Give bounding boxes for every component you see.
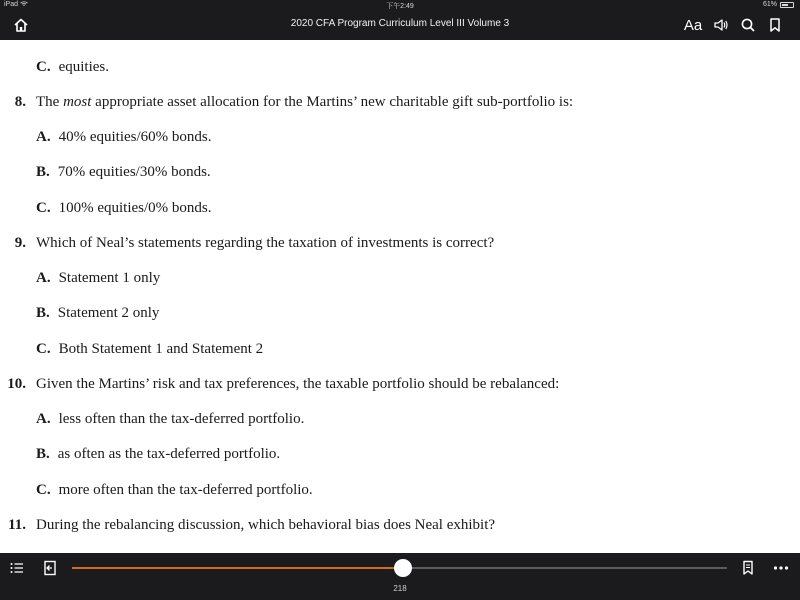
option-text: less often than the tax-deferred portfolio. bbox=[58, 411, 305, 427]
question-text-emphasis: most bbox=[63, 94, 92, 110]
scrubber-handle[interactable] bbox=[394, 559, 412, 577]
option-letter: C. bbox=[36, 341, 51, 357]
answer-option bbox=[36, 446, 280, 463]
search-icon[interactable] bbox=[737, 14, 759, 36]
answer-option bbox=[36, 129, 212, 146]
question-number: 11. bbox=[8, 517, 26, 533]
question-number: 10. bbox=[7, 376, 26, 392]
option-letter: C. bbox=[36, 59, 51, 75]
option-letter: B. bbox=[36, 446, 50, 462]
option-letter: C. bbox=[36, 200, 51, 216]
answer-option bbox=[36, 200, 212, 217]
answer-option bbox=[36, 270, 160, 287]
option-text: as often as the tax-deferred portfolio. bbox=[57, 446, 281, 462]
option-text: Both Statement 1 and Statement 2 bbox=[58, 341, 264, 357]
bookmarks-icon[interactable] bbox=[738, 558, 758, 578]
option-letter: B. bbox=[36, 305, 50, 321]
question-number: 9. bbox=[14, 235, 26, 251]
question-text: Which of Neal’s statements regarding the taxation of investments is correct? bbox=[36, 235, 495, 251]
question-text-end: appropriate asset allocation for the Martins’ new charitable gift sub-portfolio is: bbox=[95, 94, 574, 110]
battery-percent: 61% bbox=[762, 1, 777, 8]
more-icon[interactable] bbox=[771, 558, 791, 578]
option-letter: A. bbox=[36, 411, 51, 427]
battery-icon bbox=[780, 2, 794, 8]
battery-indicator bbox=[763, 1, 794, 8]
question-number: 8. bbox=[14, 94, 26, 110]
status-bar bbox=[0, 0, 800, 10]
answer-option bbox=[36, 164, 211, 181]
option-text: more often than the tax-deferred portfolio. bbox=[58, 482, 313, 498]
option-text: Statement 1 only bbox=[58, 270, 161, 286]
answer-option bbox=[36, 411, 304, 428]
option-text: Statement 2 only bbox=[57, 305, 160, 321]
book-title: 2020 CFA Program Curriculum Level III Volume 3 bbox=[290, 18, 510, 29]
bookmark-icon[interactable] bbox=[764, 14, 786, 36]
reader-toolbar bbox=[0, 10, 800, 40]
return-icon[interactable] bbox=[40, 558, 60, 578]
option-letter: A. bbox=[36, 270, 51, 286]
font-settings-button[interactable]: Aa bbox=[683, 16, 703, 34]
option-letter: B. bbox=[36, 164, 50, 180]
device-name: iPad bbox=[4, 1, 19, 8]
option-letter: A. bbox=[36, 129, 51, 145]
option-text: 40% equities/60% bonds. bbox=[58, 129, 212, 145]
reader-bottom-bar bbox=[0, 553, 800, 600]
list-icon[interactable] bbox=[7, 558, 27, 578]
question-text bbox=[36, 94, 573, 111]
answer-option bbox=[36, 305, 159, 322]
option-text: 100% equities/0% bonds. bbox=[58, 200, 212, 216]
page-number: 218 bbox=[393, 584, 407, 593]
answer-option bbox=[36, 59, 109, 76]
speaker-icon[interactable] bbox=[710, 14, 732, 36]
answer-option bbox=[36, 341, 263, 358]
question-text: During the rebalancing discussion, which behavioral bias does Neal exhibit? bbox=[36, 517, 496, 533]
option-text: equities. bbox=[58, 59, 109, 75]
scrubber-progress bbox=[72, 567, 403, 569]
option-text: 70% equities/30% bonds. bbox=[57, 164, 211, 180]
question-text-start: The bbox=[36, 94, 60, 110]
clock: 下午2:49 bbox=[386, 3, 414, 10]
book-page bbox=[0, 40, 800, 553]
question-text: Given the Martins’ risk and tax preferences, the taxable portfolio should be rebalanced: bbox=[36, 376, 560, 392]
answer-option bbox=[36, 482, 313, 499]
option-letter: C. bbox=[36, 482, 51, 498]
